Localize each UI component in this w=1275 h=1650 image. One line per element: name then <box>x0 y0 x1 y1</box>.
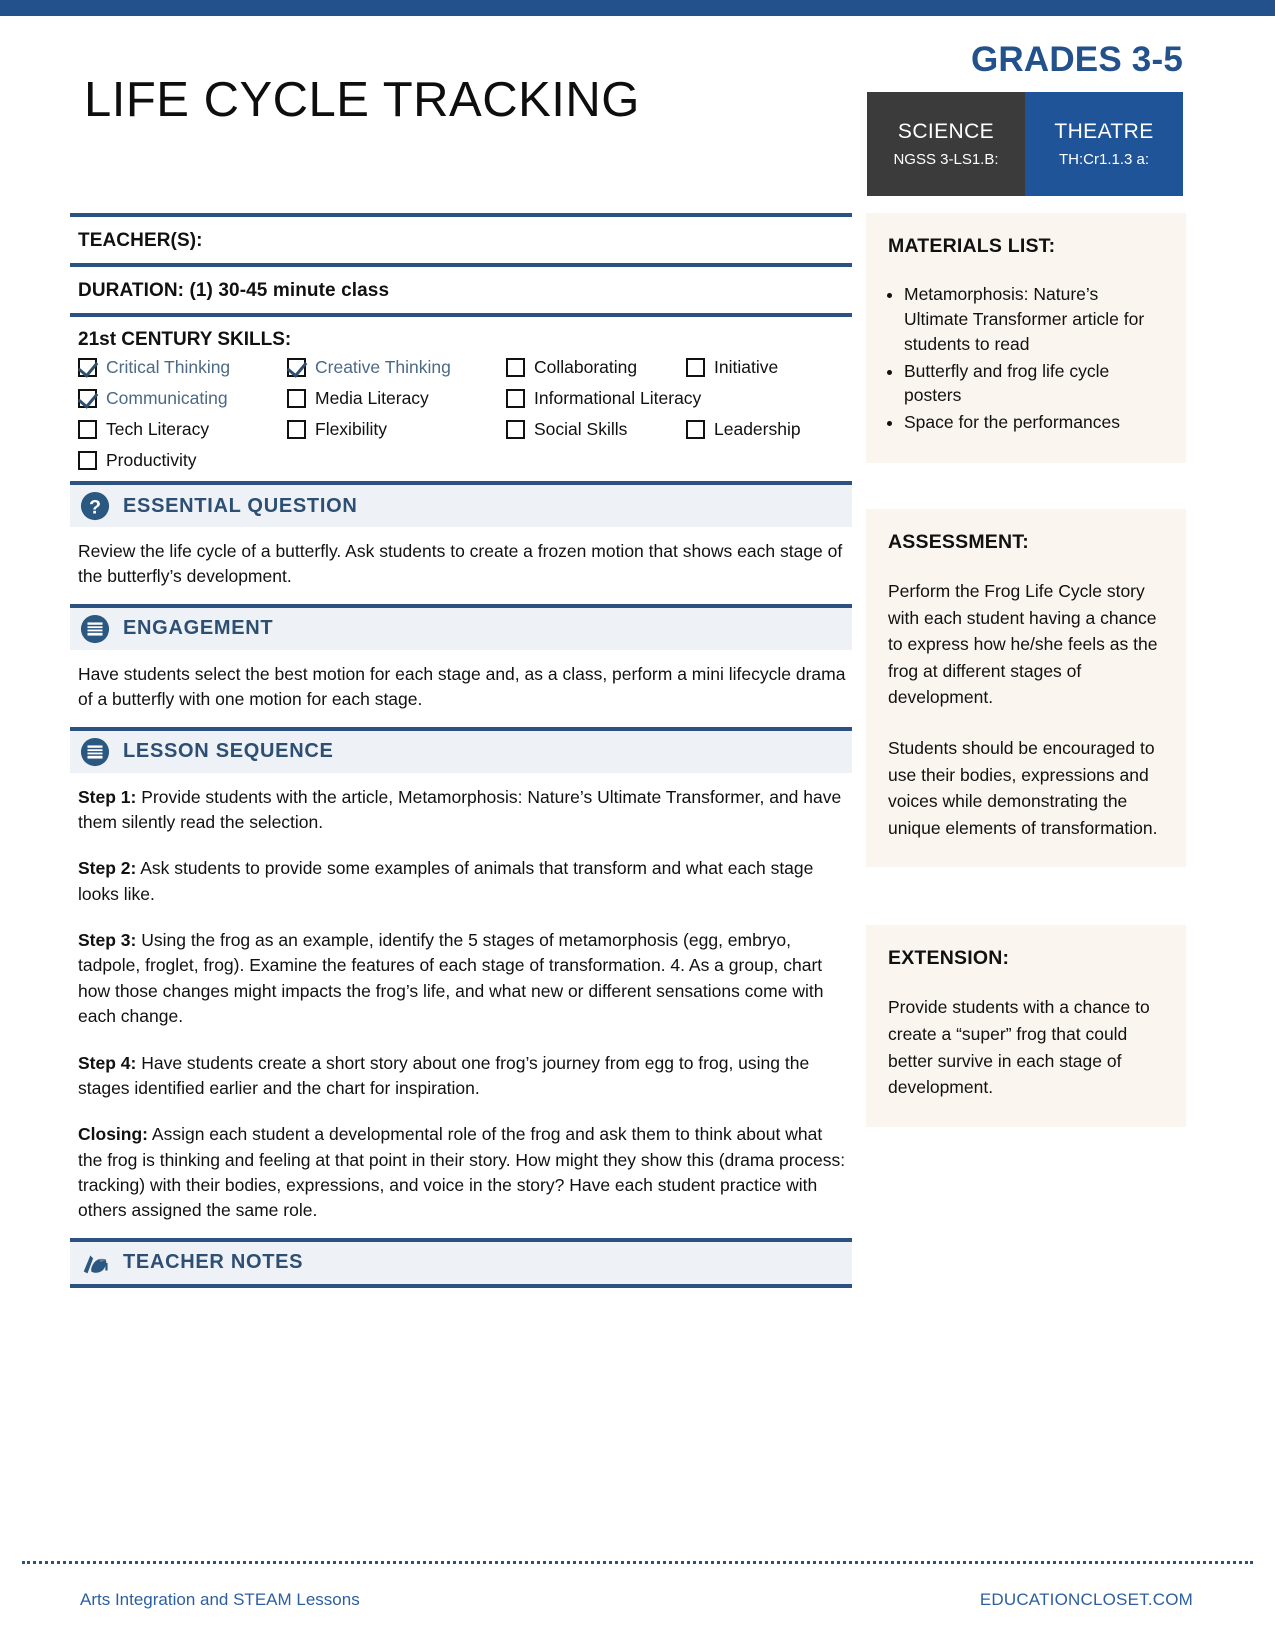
step-text: Assign each student a developmental role of the frog and ask them to think about what the frog is thinking and feeling at that point in their story. How might they show this (drama process: tracking) with their bodies, expressions, and voice in the story? Have each student practice with others assigned the same role. <box>78 1124 846 1221</box>
skill-label: Tech Literacy <box>106 419 210 439</box>
engagement-text: Have students select the best motion for each stage and, as a class, perform a mini lifecycle drama of a butterfly with one motion for each stage. <box>78 663 846 710</box>
section-title: ENGAGEMENT <box>123 617 274 640</box>
section-body-engagement <box>70 650 852 727</box>
svg-text:?: ? <box>88 496 102 519</box>
materials-title: MATERIALS LIST: <box>888 235 1056 257</box>
skill-initiative[interactable] <box>686 357 778 378</box>
step-label: Step 4: <box>78 1052 137 1073</box>
list-item: • Space for the performances <box>904 410 1164 435</box>
section-body-lesson-sequence <box>70 773 852 1238</box>
skill-label: Creative Thinking <box>315 357 451 377</box>
skill-label: Media Literacy <box>315 388 429 408</box>
section-bottom-rule <box>70 1284 852 1288</box>
sidebar-spacer <box>866 463 1186 509</box>
checkbox-icon[interactable] <box>287 389 306 408</box>
step-label: Step 3: <box>78 930 137 950</box>
skill-label: Critical Thinking <box>106 357 231 377</box>
skill-label: Leadership <box>714 419 801 439</box>
list-circle-icon <box>80 614 110 644</box>
step-label: Closing: <box>78 1124 148 1145</box>
section-header-engagement <box>70 604 852 650</box>
section-body-essential-question <box>70 527 852 604</box>
duration-label: DURATION: (1) 30-45 minute class <box>78 280 390 301</box>
skill-media-literacy[interactable] <box>287 388 429 409</box>
step-text: Provide students with the article, Metamorphosis: Nature’s Ultimate Transformer, and have them silently read the selection. <box>78 786 842 832</box>
section-header-teacher-notes <box>70 1238 852 1284</box>
standards-boxes <box>867 92 1183 196</box>
skill-label: Social Skills <box>534 419 628 439</box>
skill-label: Flexibility <box>315 419 387 439</box>
main-content-column <box>70 213 852 1288</box>
section-header-essential-question <box>70 481 852 527</box>
assessment-title: ASSESSMENT: <box>888 531 1029 554</box>
standard-subject: SCIENCE <box>897 119 995 143</box>
extension-paragraph: Provide students with a chance to create a “super” frog that could better survive in each stage of development. <box>888 997 1150 1098</box>
lesson-step <box>78 928 848 1030</box>
checkbox-icon[interactable] <box>78 358 97 377</box>
skill-collaborating[interactable] <box>506 357 637 378</box>
standard-code: TH:Cr1.1.3 a: <box>1058 151 1150 169</box>
checkbox-icon[interactable] <box>287 358 306 377</box>
lesson-step <box>78 856 848 907</box>
footer-divider <box>22 1561 1253 1564</box>
step-text: Have students create a short story about one frog’s journey from egg to frog, using the stages identified earlier and the chart for inspiration. <box>78 1052 810 1098</box>
footer-tagline: Arts Integration and STEAM Lessons <box>80 1590 360 1609</box>
century-skills-grid <box>78 357 852 475</box>
skill-informational-literacy[interactable] <box>506 388 701 409</box>
pencil-hand-icon <box>80 1248 110 1278</box>
skill-leadership[interactable] <box>686 419 801 440</box>
skill-communicating[interactable] <box>78 388 228 409</box>
century-skills-block <box>70 313 852 481</box>
extension-title: EXTENSION: <box>888 947 1010 970</box>
skill-critical-thinking[interactable] <box>78 357 230 378</box>
checkbox-icon[interactable] <box>78 451 97 470</box>
materials-card <box>866 213 1186 463</box>
duration-row <box>70 263 852 313</box>
teachers-row <box>70 213 852 263</box>
extension-card <box>866 925 1186 1126</box>
step-text: Ask students to provide some examples of animals that transform and what each stage looks like. <box>78 858 814 904</box>
checkbox-icon[interactable] <box>506 358 525 377</box>
section-title: ESSENTIAL QUESTION <box>123 494 358 517</box>
section-title: LESSON SEQUENCE <box>123 740 334 762</box>
lesson-step <box>78 1051 848 1102</box>
list-item: • Metamorphosis: Nature’s Ultimate Transformer article for students to read <box>904 282 1164 357</box>
century-skills-title: 21st CENTURY SKILLS: <box>78 329 292 350</box>
grade-range-label: GRADES 3-5 <box>970 40 1183 79</box>
skill-flexibility[interactable] <box>287 419 387 440</box>
section-title: TEACHER NOTES <box>123 1251 304 1274</box>
list-circle-icon <box>80 737 110 767</box>
section-header-lesson-sequence <box>70 727 852 773</box>
page-title: LIFE CYCLE TRACKING <box>84 73 640 127</box>
skill-tech-literacy[interactable] <box>78 419 209 440</box>
skill-productivity[interactable] <box>78 450 196 471</box>
sidebar-column <box>866 213 1186 1127</box>
sidebar-spacer <box>866 867 1186 925</box>
checkbox-icon[interactable] <box>78 389 97 408</box>
step-label: Step 1: <box>78 786 137 807</box>
teachers-label: TEACHER(S): <box>78 230 203 251</box>
assessment-card <box>866 509 1186 867</box>
standard-subject: THEATRE <box>1054 119 1154 143</box>
skill-label: Informational Literacy <box>534 388 702 408</box>
checkbox-icon[interactable] <box>686 420 705 439</box>
checkbox-icon[interactable] <box>287 420 306 439</box>
skill-label: Initiative <box>714 357 779 377</box>
lesson-step <box>78 1122 848 1224</box>
standard-box-theatre <box>1025 92 1183 196</box>
essential-question-text: Review the life cycle of a butterfly. Ask students to create a frozen motion that shows each stage of the butterfly’s development. <box>78 541 843 587</box>
step-label: Step 2: <box>78 858 137 879</box>
step-text: Using the frog as an example, identify the 5 stages of metamorphosis (egg, embryo, tadpole, froglet, frog). Examine the features of each stage of transformation. 4. As a group, chart how those changes might impacts the frog’s life, and what new or different sensations come with each change. <box>78 930 824 1027</box>
skill-label: Collaborating <box>534 357 638 377</box>
checkbox-icon[interactable] <box>506 420 525 439</box>
standard-box-science <box>867 92 1025 196</box>
standard-code: NGSS 3-LS1.B: <box>893 151 999 169</box>
document-header <box>0 16 1275 201</box>
lesson-step <box>78 785 848 836</box>
checkbox-icon[interactable] <box>506 389 525 408</box>
list-item: • Butterfly and frog life cycle posters <box>904 359 1164 409</box>
assessment-paragraph: Students should be encouraged to use their bodies, expressions and voices while demonstrating the unique elements of transformation. <box>888 738 1158 838</box>
skill-label: Communicating <box>106 388 228 408</box>
top-accent-bar <box>0 0 1275 16</box>
checkbox-icon[interactable] <box>686 358 705 377</box>
materials-list <box>904 282 1164 435</box>
skill-label: Productivity <box>106 450 197 470</box>
skill-creative-thinking[interactable] <box>287 357 451 378</box>
footer-website[interactable]: EDUCATIONCLOSET.COM <box>979 1590 1193 1609</box>
checkbox-icon[interactable] <box>78 420 97 439</box>
assessment-paragraph: Perform the Frog Life Cycle story with each student having a chance to express how he/she feels as the frog at different stages of development. <box>888 581 1158 708</box>
skill-social-skills[interactable] <box>506 419 627 440</box>
question-circle-icon <box>80 491 110 521</box>
